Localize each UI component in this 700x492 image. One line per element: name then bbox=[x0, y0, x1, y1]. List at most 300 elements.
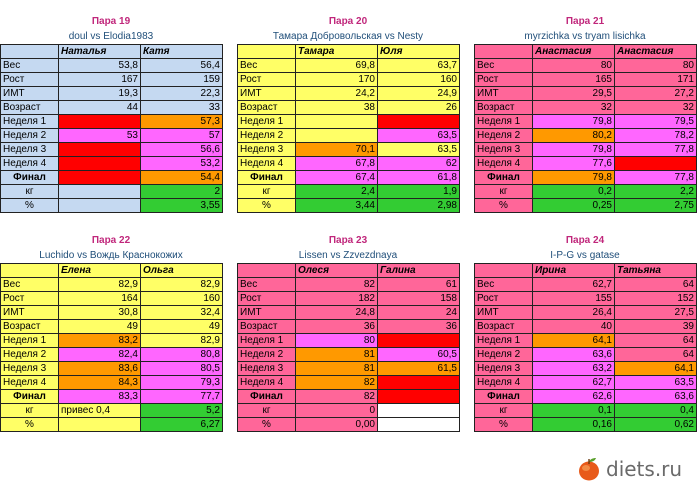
row-label: Финал bbox=[475, 390, 533, 404]
value-cell: 0,62 bbox=[615, 418, 697, 432]
value-cell: 54,4 bbox=[141, 171, 223, 185]
row-label: Неделя 1 bbox=[238, 115, 296, 129]
value-cell: 167 bbox=[59, 73, 141, 87]
value-cell: 62,7 bbox=[533, 376, 615, 390]
row-label: кг bbox=[1, 185, 59, 199]
value-cell: 82 bbox=[296, 390, 378, 404]
row-label: Неделя 3 bbox=[238, 143, 296, 157]
value-cell: 83,3 bbox=[59, 390, 141, 404]
value-cell: 57 bbox=[141, 129, 223, 143]
table-row bbox=[475, 199, 697, 213]
table-row bbox=[1, 157, 223, 171]
row-label: Неделя 2 bbox=[238, 348, 296, 362]
table-row bbox=[1, 404, 223, 418]
row-label: % bbox=[238, 199, 296, 213]
table-row bbox=[475, 143, 697, 157]
table-row bbox=[475, 171, 697, 185]
table-row bbox=[475, 115, 697, 129]
value-cell: 61 bbox=[378, 278, 460, 292]
value-cell: 19,3 bbox=[59, 87, 141, 101]
row-label: Неделя 3 bbox=[475, 362, 533, 376]
value-cell bbox=[378, 418, 460, 432]
pair-participants: Lissen vs Zzvezdnaya bbox=[298, 250, 398, 261]
value-cell: 57,3 bbox=[141, 115, 223, 129]
pair-table bbox=[0, 44, 223, 213]
value-cell: привес 0,4 bbox=[59, 404, 141, 418]
table-row bbox=[238, 101, 460, 115]
value-cell: 38 bbox=[296, 101, 378, 115]
value-cell: 60,5 bbox=[378, 348, 460, 362]
value-cell: 0,25 bbox=[533, 199, 615, 213]
value-cell: 63,2 bbox=[533, 362, 615, 376]
value-cell: 6,27 bbox=[141, 418, 223, 432]
value-cell: 24,9 bbox=[378, 87, 460, 101]
value-cell: 0 bbox=[296, 404, 378, 418]
row-label: ИМТ bbox=[1, 87, 59, 101]
row-label: ИМТ bbox=[475, 306, 533, 320]
value-cell: 64 bbox=[615, 334, 697, 348]
value-cell: 82,9 bbox=[141, 334, 223, 348]
table-row bbox=[238, 306, 460, 320]
row-label: Возраст bbox=[475, 101, 533, 115]
table-row bbox=[475, 73, 697, 87]
header-blank-cell bbox=[238, 264, 296, 278]
value-cell: 44 bbox=[59, 101, 141, 115]
row-label: Рост bbox=[238, 73, 296, 87]
header-row bbox=[475, 264, 697, 278]
value-cell: 164 bbox=[59, 292, 141, 306]
table-row bbox=[238, 348, 460, 362]
table-row bbox=[1, 418, 223, 432]
table-row bbox=[238, 376, 460, 390]
table-row bbox=[1, 115, 223, 129]
row-label: Неделя 2 bbox=[475, 348, 533, 362]
table-row bbox=[475, 278, 697, 292]
row-label: Вес bbox=[238, 278, 296, 292]
table-row bbox=[1, 185, 223, 199]
value-cell: 155 bbox=[533, 292, 615, 306]
pair-block bbox=[474, 14, 696, 213]
value-cell: 2,98 bbox=[378, 199, 460, 213]
value-cell: 0,4 bbox=[615, 404, 697, 418]
value-cell: 83,2 bbox=[59, 334, 141, 348]
value-cell: 26,4 bbox=[533, 306, 615, 320]
pair-participants: Luchido vs Вождь Краснокожих bbox=[39, 250, 183, 261]
table-row bbox=[475, 185, 697, 199]
value-cell: 3,44 bbox=[296, 199, 378, 213]
row-label: Неделя 1 bbox=[475, 115, 533, 129]
value-cell: 79,3 bbox=[141, 376, 223, 390]
value-cell: 63,5 bbox=[378, 129, 460, 143]
row-label: Рост bbox=[238, 292, 296, 306]
row-label: Рост bbox=[475, 292, 533, 306]
row-label: Неделя 3 bbox=[1, 362, 59, 376]
value-cell: 2,4 bbox=[296, 185, 378, 199]
table-row bbox=[475, 404, 697, 418]
table-row bbox=[1, 143, 223, 157]
row-label: % bbox=[1, 418, 59, 432]
row-label: ИМТ bbox=[475, 87, 533, 101]
value-cell: 32 bbox=[615, 101, 697, 115]
participant-name: Ольга bbox=[141, 264, 223, 278]
value-cell: 29,5 bbox=[533, 87, 615, 101]
row-label: Финал bbox=[238, 390, 296, 404]
row-label: Возраст bbox=[238, 101, 296, 115]
table-row bbox=[475, 362, 697, 376]
pair-block bbox=[237, 14, 459, 213]
table-row bbox=[1, 129, 223, 143]
value-cell: 36 bbox=[378, 320, 460, 334]
value-cell: 63,5 bbox=[615, 376, 697, 390]
pair-table bbox=[474, 263, 697, 432]
value-cell: 64,1 bbox=[615, 362, 697, 376]
row-label: % bbox=[238, 418, 296, 432]
table-row bbox=[475, 101, 697, 115]
table-row bbox=[475, 157, 697, 171]
value-cell: 79,8 bbox=[533, 115, 615, 129]
table-row bbox=[238, 157, 460, 171]
pair-block bbox=[0, 233, 222, 432]
value-cell: 79,8 bbox=[533, 143, 615, 157]
participant-name: Татьяна bbox=[615, 264, 697, 278]
value-cell: 1,9 bbox=[378, 185, 460, 199]
table-row bbox=[238, 87, 460, 101]
pair-block bbox=[0, 14, 222, 213]
value-cell: 63,6 bbox=[615, 390, 697, 404]
row-label: Финал bbox=[238, 171, 296, 185]
value-cell: 165 bbox=[533, 73, 615, 87]
table-row bbox=[475, 306, 697, 320]
table-row bbox=[475, 348, 697, 362]
header-blank-cell bbox=[238, 45, 296, 59]
value-cell: 64 bbox=[615, 278, 697, 292]
table-row bbox=[475, 87, 697, 101]
value-cell: 84,3 bbox=[59, 376, 141, 390]
value-cell: 170 bbox=[296, 73, 378, 87]
table-row bbox=[1, 171, 223, 185]
value-cell: 159 bbox=[141, 73, 223, 87]
table-row bbox=[475, 334, 697, 348]
value-cell: 152 bbox=[615, 292, 697, 306]
value-cell: 67,4 bbox=[296, 171, 378, 185]
row-label: кг bbox=[238, 185, 296, 199]
value-cell: 82 bbox=[296, 376, 378, 390]
table-row bbox=[238, 129, 460, 143]
value-cell: 30,8 bbox=[59, 306, 141, 320]
participant-name: Тамара bbox=[296, 45, 378, 59]
pair-title: Пара 23 bbox=[328, 235, 368, 246]
value-cell: 81 bbox=[296, 348, 378, 362]
pair-participants: Тамара Добровольская vs Nesty bbox=[272, 31, 424, 42]
value-cell: 80,8 bbox=[141, 348, 223, 362]
pair-title: Пара 22 bbox=[91, 235, 131, 246]
row-label: Вес bbox=[238, 59, 296, 73]
value-cell: 78,2 bbox=[615, 129, 697, 143]
header-blank-cell bbox=[475, 45, 533, 59]
participant-name: Елена bbox=[59, 264, 141, 278]
table-row bbox=[475, 59, 697, 73]
row-label: % bbox=[475, 199, 533, 213]
value-cell: 24,2 bbox=[296, 87, 378, 101]
value-cell: 80,5 bbox=[141, 362, 223, 376]
value-cell bbox=[59, 199, 141, 213]
value-cell: 64 bbox=[615, 348, 697, 362]
table-row bbox=[238, 171, 460, 185]
pair-participants: myrzichka vs tryam lisichka bbox=[524, 31, 646, 42]
row-label: Рост bbox=[475, 73, 533, 87]
pair-participants: I-P-G vs gatase bbox=[550, 250, 620, 261]
table-row bbox=[475, 376, 697, 390]
row-label: Неделя 4 bbox=[475, 157, 533, 171]
table-row bbox=[1, 101, 223, 115]
table-row bbox=[1, 278, 223, 292]
value-cell: 40 bbox=[533, 320, 615, 334]
pair-table bbox=[474, 44, 697, 213]
value-cell: 49 bbox=[141, 320, 223, 334]
value-cell: 22,3 bbox=[141, 87, 223, 101]
row-label: ИМТ bbox=[1, 306, 59, 320]
value-cell: 83,6 bbox=[59, 362, 141, 376]
row-label: Возраст bbox=[475, 320, 533, 334]
row-label: кг bbox=[475, 404, 533, 418]
row-label: кг bbox=[238, 404, 296, 418]
row-label: Вес bbox=[475, 278, 533, 292]
value-cell: 39 bbox=[615, 320, 697, 334]
table-row bbox=[475, 129, 697, 143]
row-label: Неделя 2 bbox=[475, 129, 533, 143]
row-label: Вес bbox=[1, 59, 59, 73]
value-cell: 53,8 bbox=[59, 59, 141, 73]
table-row bbox=[1, 362, 223, 376]
table-row bbox=[475, 418, 697, 432]
table-row bbox=[475, 320, 697, 334]
participant-name: Наталья bbox=[59, 45, 141, 59]
table-row bbox=[1, 376, 223, 390]
value-cell: 0,1 bbox=[533, 404, 615, 418]
row-label: Неделя 2 bbox=[1, 129, 59, 143]
value-cell: 63,7 bbox=[378, 59, 460, 73]
header-row bbox=[1, 45, 223, 59]
pair-title: Пара 20 bbox=[328, 16, 368, 27]
pair-block bbox=[237, 233, 459, 432]
value-cell: 26 bbox=[378, 101, 460, 115]
participant-name: Катя bbox=[141, 45, 223, 59]
table-row bbox=[475, 390, 697, 404]
value-cell: 80 bbox=[296, 334, 378, 348]
row-label: Возраст bbox=[1, 101, 59, 115]
header-blank-cell bbox=[475, 264, 533, 278]
table-row bbox=[238, 115, 460, 129]
value-cell: 27,5 bbox=[615, 306, 697, 320]
value-cell bbox=[378, 334, 460, 348]
value-cell bbox=[59, 157, 141, 171]
table-row bbox=[1, 334, 223, 348]
value-cell: 56,6 bbox=[141, 143, 223, 157]
value-cell: 53 bbox=[59, 129, 141, 143]
pair-block bbox=[474, 233, 696, 432]
value-cell: 82 bbox=[296, 278, 378, 292]
row-label: % bbox=[1, 199, 59, 213]
table-row bbox=[238, 59, 460, 73]
value-cell: 61,5 bbox=[378, 362, 460, 376]
table-row bbox=[1, 390, 223, 404]
pair-title: Пара 19 bbox=[91, 16, 131, 27]
row-label: Финал bbox=[1, 390, 59, 404]
value-cell: 27,2 bbox=[615, 87, 697, 101]
row-label: Вес bbox=[475, 59, 533, 73]
value-cell: 69,8 bbox=[296, 59, 378, 73]
header-row bbox=[1, 264, 223, 278]
table-row bbox=[238, 292, 460, 306]
value-cell: 2,75 bbox=[615, 199, 697, 213]
row-label: ИМТ bbox=[238, 87, 296, 101]
value-cell: 3,55 bbox=[141, 199, 223, 213]
value-cell: 2,2 bbox=[615, 185, 697, 199]
value-cell: 70,1 bbox=[296, 143, 378, 157]
value-cell: 63,6 bbox=[533, 348, 615, 362]
table-row bbox=[238, 362, 460, 376]
value-cell: 67,8 bbox=[296, 157, 378, 171]
value-cell: 160 bbox=[378, 73, 460, 87]
value-cell: 5,2 bbox=[141, 404, 223, 418]
value-cell: 79,8 bbox=[533, 171, 615, 185]
row-label: Рост bbox=[1, 73, 59, 87]
watermark-text: diets.ru bbox=[606, 457, 683, 481]
table-row bbox=[1, 59, 223, 73]
value-cell: 82,9 bbox=[141, 278, 223, 292]
table-row bbox=[475, 292, 697, 306]
value-cell: 81 bbox=[296, 362, 378, 376]
table-row bbox=[238, 73, 460, 87]
value-cell: 80,2 bbox=[533, 129, 615, 143]
table-row bbox=[1, 306, 223, 320]
value-cell: 63,5 bbox=[378, 143, 460, 157]
value-cell bbox=[296, 115, 378, 129]
table-row bbox=[1, 348, 223, 362]
value-cell: 62 bbox=[378, 157, 460, 171]
value-cell: 33 bbox=[141, 101, 223, 115]
value-cell bbox=[378, 376, 460, 390]
participant-name: Анастасия bbox=[615, 45, 697, 59]
row-label: Неделя 4 bbox=[238, 376, 296, 390]
pair-table bbox=[237, 44, 460, 213]
value-cell: 82,9 bbox=[59, 278, 141, 292]
value-cell bbox=[378, 390, 460, 404]
value-cell: 80 bbox=[615, 59, 697, 73]
table-row bbox=[238, 404, 460, 418]
table-row bbox=[1, 199, 223, 213]
row-label: ИМТ bbox=[238, 306, 296, 320]
value-cell: 171 bbox=[615, 73, 697, 87]
row-label: Возраст bbox=[238, 320, 296, 334]
value-cell: 56,4 bbox=[141, 59, 223, 73]
value-cell: 53,2 bbox=[141, 157, 223, 171]
value-cell bbox=[296, 129, 378, 143]
value-cell: 0,2 bbox=[533, 185, 615, 199]
row-label: Рост bbox=[1, 292, 59, 306]
value-cell bbox=[59, 185, 141, 199]
value-cell: 2 bbox=[141, 185, 223, 199]
table-row bbox=[238, 199, 460, 213]
value-cell: 32,4 bbox=[141, 306, 223, 320]
participant-name: Юля bbox=[378, 45, 460, 59]
value-cell: 182 bbox=[296, 292, 378, 306]
value-cell: 158 bbox=[378, 292, 460, 306]
row-label: Неделя 4 bbox=[475, 376, 533, 390]
row-label: % bbox=[475, 418, 533, 432]
row-label: Неделя 1 bbox=[238, 334, 296, 348]
table-row bbox=[1, 87, 223, 101]
table-row bbox=[238, 143, 460, 157]
value-cell bbox=[378, 115, 460, 129]
header-row bbox=[238, 45, 460, 59]
row-label: Неделя 1 bbox=[1, 334, 59, 348]
value-cell: 82,4 bbox=[59, 348, 141, 362]
row-label: Неделя 1 bbox=[475, 334, 533, 348]
row-label: кг bbox=[1, 404, 59, 418]
value-cell: 77,6 bbox=[533, 157, 615, 171]
row-label: Возраст bbox=[1, 320, 59, 334]
header-blank-cell bbox=[1, 45, 59, 59]
apple-icon bbox=[576, 456, 602, 482]
value-cell bbox=[59, 115, 141, 129]
header-row bbox=[475, 45, 697, 59]
value-cell: 49 bbox=[59, 320, 141, 334]
row-label: Неделя 2 bbox=[1, 348, 59, 362]
header-row bbox=[238, 264, 460, 278]
row-label: Неделя 1 bbox=[1, 115, 59, 129]
value-cell bbox=[615, 157, 697, 171]
value-cell: 0,16 bbox=[533, 418, 615, 432]
value-cell: 62,7 bbox=[533, 278, 615, 292]
table-row bbox=[1, 292, 223, 306]
row-label: Финал bbox=[1, 171, 59, 185]
table-row bbox=[238, 334, 460, 348]
row-label: Неделя 3 bbox=[1, 143, 59, 157]
value-cell: 62,6 bbox=[533, 390, 615, 404]
participant-name: Анастасия bbox=[533, 45, 615, 59]
value-cell: 61,8 bbox=[378, 171, 460, 185]
row-label: Неделя 3 bbox=[238, 362, 296, 376]
row-label: кг bbox=[475, 185, 533, 199]
pair-participants: doul vs Elodia1983 bbox=[68, 31, 154, 42]
table-row bbox=[238, 278, 460, 292]
row-label: Неделя 2 bbox=[238, 129, 296, 143]
value-cell: 77,8 bbox=[615, 143, 697, 157]
table-row bbox=[238, 390, 460, 404]
pair-title: Пара 24 bbox=[565, 235, 605, 246]
value-cell: 0,00 bbox=[296, 418, 378, 432]
value-cell bbox=[59, 418, 141, 432]
row-label: Неделя 4 bbox=[238, 157, 296, 171]
value-cell: 64,1 bbox=[533, 334, 615, 348]
value-cell: 32 bbox=[533, 101, 615, 115]
table-row bbox=[238, 418, 460, 432]
value-cell: 79,5 bbox=[615, 115, 697, 129]
table-row bbox=[238, 185, 460, 199]
table-row bbox=[238, 320, 460, 334]
pair-table bbox=[237, 263, 460, 432]
value-cell bbox=[59, 171, 141, 185]
row-label: Неделя 3 bbox=[475, 143, 533, 157]
pair-table bbox=[0, 263, 223, 432]
value-cell: 24,8 bbox=[296, 306, 378, 320]
value-cell: 160 bbox=[141, 292, 223, 306]
row-label: Финал bbox=[475, 171, 533, 185]
participant-name: Ирина bbox=[533, 264, 615, 278]
value-cell: 80 bbox=[533, 59, 615, 73]
value-cell: 77,7 bbox=[141, 390, 223, 404]
